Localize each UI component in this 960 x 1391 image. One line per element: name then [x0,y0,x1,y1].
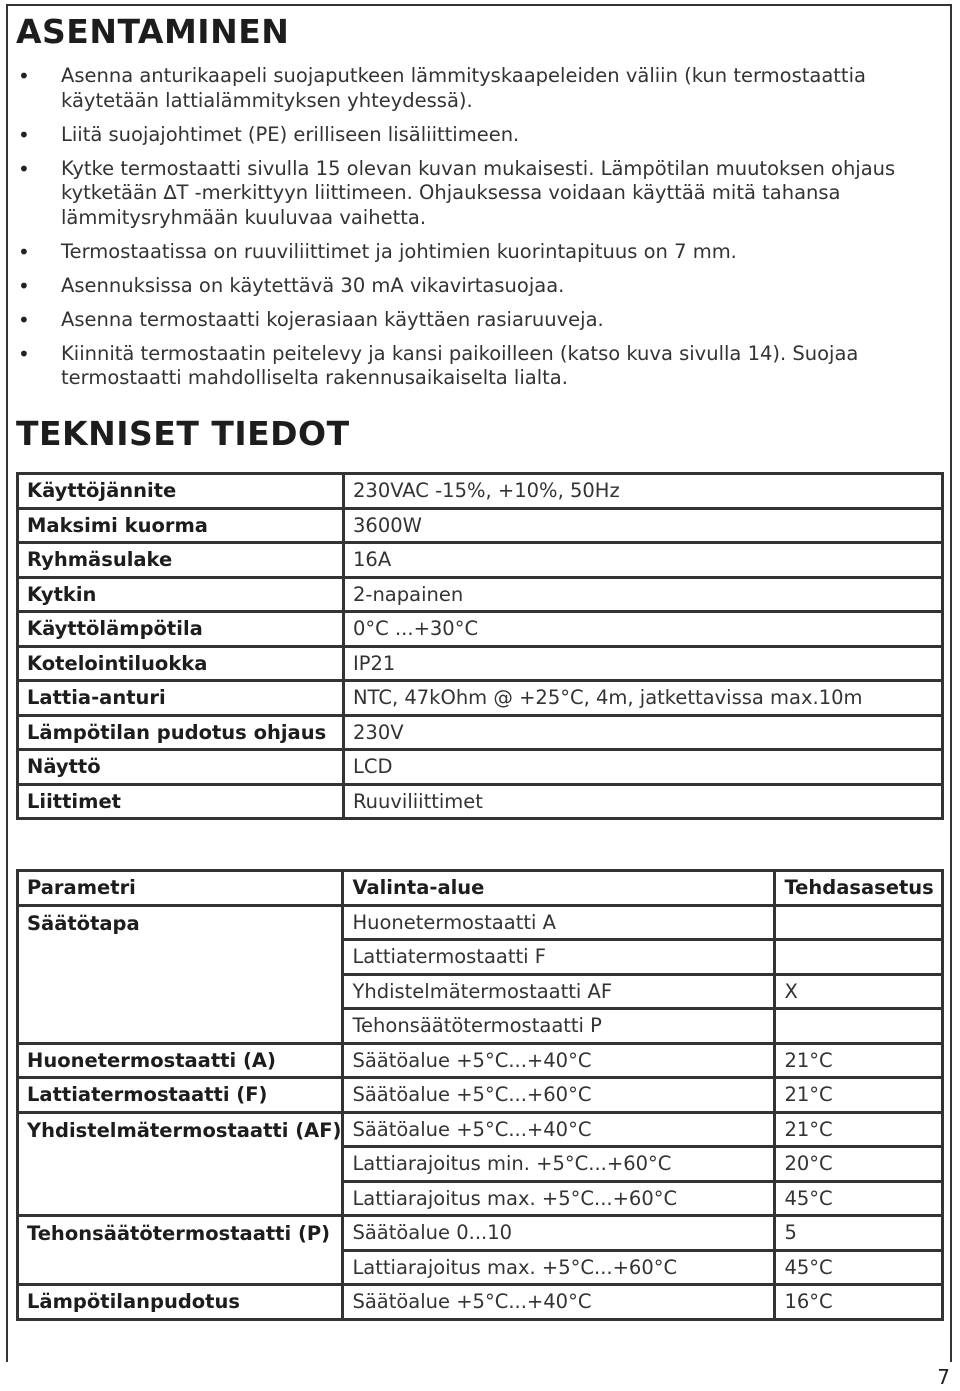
parameter-range: Lattiatermostaatti F [343,940,775,975]
spec-value: 230VAC -15%, +10%, 50Hz [344,474,943,509]
spec-label: Lattia-anturi [18,681,344,716]
list-item: • Kiinnitä termostaatin peitelevy ja kansi paikoilleen (katso kuva sivulla 14). Suojaa termostaatti mahdolliselta rakennusaikaiselta lialta. [0,342,921,391]
table-row [18,715,943,750]
parameter-default: 21°C [775,1112,943,1147]
spec-value: 2-napainen [344,577,943,612]
spec-value: LCD [344,750,943,785]
parameter-range: Huonetermostaatti A [343,905,775,940]
list-item: • Asenna termostaatti kojerasiaan käyttäen rasiaruuveja. [0,308,921,333]
header-cell: Parametri [18,871,343,906]
spec-label: Kotelointiluokka [18,646,344,681]
parameter-range: Tehonsäätötermostaatti P [343,1009,775,1044]
spec-value: 230V [344,715,943,750]
spec-table [16,472,944,820]
parameter-name [18,1181,343,1216]
parameter-range: Säätöalue 0...10 [343,1216,775,1251]
table-row [18,474,943,509]
spec-label: Maksimi kuorma [18,508,344,543]
parameter-table [16,869,944,1321]
list-item: • Liitä suojajohtimet (PE) erilliseen lisäliittimeen. [0,123,921,148]
spec-value: NTC, 47kOhm @ +25°C, 4m, jatkettavissa max.10m [344,681,943,716]
parameter-name [18,940,343,975]
spec-value: 16A [344,543,943,578]
page-number: 7 [937,1365,950,1389]
spec-value: 0°C ...+30°C [344,612,943,647]
parameter-range: Säätöalue +5°C...+40°C [343,1112,775,1147]
list-item: • Asenna anturikaapeli suojaputkeen lämmityskaapeleiden väliin (kun termostaattia käytetään lattialämmityksen yhteydessä). [0,64,921,113]
parameter-name [18,1009,343,1044]
spec-label: Lämpötilan pudotus ohjaus [18,715,344,750]
table-row [18,1009,943,1044]
table-row [18,784,943,819]
parameter-name: Tehonsäätötermostaatti (P) [18,1216,343,1251]
parameter-range: Yhdistelmätermostaatti AF [343,974,775,1009]
spec-label: Ryhmäsulake [18,543,344,578]
table-row [18,1043,943,1078]
header-cell: Tehdasasetus [775,871,943,906]
section-heading-install: ASENTAMINEN [16,12,290,51]
parameter-name: Säätötapa [18,905,343,940]
table-row [18,1250,943,1285]
parameter-name: Lattiatermostaatti (F) [18,1078,343,1113]
parameter-range: Lattiarajoitus min. +5°C...+60°C [343,1147,775,1182]
list-item: • Asennuksissa on käytettävä 30 mA vikavirtasuojaa. [0,274,921,299]
list-item: • Termostaatissa on ruuviliittimet ja johtimien kuorintapituus on 7 mm. [0,240,921,265]
parameter-range: Lattiarajoitus max. +5°C...+60°C [343,1181,775,1216]
table-row [18,543,943,578]
parameter-range: Säätöalue +5°C...+60°C [343,1078,775,1113]
table-row [18,1181,943,1216]
parameter-name: Huonetermostaatti (A) [18,1043,343,1078]
parameter-name [18,1147,343,1182]
parameter-default: 21°C [775,1078,943,1113]
table-row [18,974,943,1009]
parameter-default [775,940,943,975]
spec-label: Käyttölämpötila [18,612,344,647]
parameter-default [775,1009,943,1044]
table-row [18,1147,943,1182]
parameter-name: Yhdistelmätermostaatti (AF) [18,1112,343,1147]
spec-value: 3600W [344,508,943,543]
table-row [18,1285,943,1320]
install-bullet-list [0,64,940,400]
table-row [18,1216,943,1251]
parameter-default: 20°C [775,1147,943,1182]
parameter-range: Säätöalue +5°C...+40°C [343,1043,775,1078]
table-row [18,577,943,612]
spec-label: Liittimet [18,784,344,819]
parameter-default: 16°C [775,1285,943,1320]
spec-value: IP21 [344,646,943,681]
parameter-name [18,1250,343,1285]
section-heading-tech: TEKNISET TIEDOT [16,414,350,453]
parameter-range: Lattiarajoitus max. +5°C...+60°C [343,1250,775,1285]
parameter-name: Lämpötilanpudotus [18,1285,343,1320]
parameter-default [775,905,943,940]
table-row [18,905,943,940]
table-row [18,612,943,647]
parameter-default: 45°C [775,1250,943,1285]
table-row [18,750,943,785]
parameter-default: X [775,974,943,1009]
spec-value: Ruuviliittimet [344,784,943,819]
table-row [18,508,943,543]
list-item: • Kytke termostaatti sivulla 15 olevan kuvan mukaisesti. Lämpötilan muutoksen ohjaus kytketään ∆T -merkittyyn liittimeen. Ohjauksessa voidaan käyttää mitä tahansa lämmitysryhmään kuuluvaa vaihetta. [0,157,921,231]
spec-label: Käyttöjännite [18,474,344,509]
spec-label: Kytkin [18,577,344,612]
spec-label: Näyttö [18,750,344,785]
table-row [18,940,943,975]
table-header-row [18,871,943,906]
header-cell: Valinta-alue [343,871,775,906]
parameter-name [18,974,343,1009]
parameter-default: 21°C [775,1043,943,1078]
table-row [18,681,943,716]
parameter-range: Säätöalue +5°C...+40°C [343,1285,775,1320]
table-row [18,646,943,681]
parameter-default: 5 [775,1216,943,1251]
table-row [18,1078,943,1113]
parameter-default: 45°C [775,1181,943,1216]
table-row [18,1112,943,1147]
